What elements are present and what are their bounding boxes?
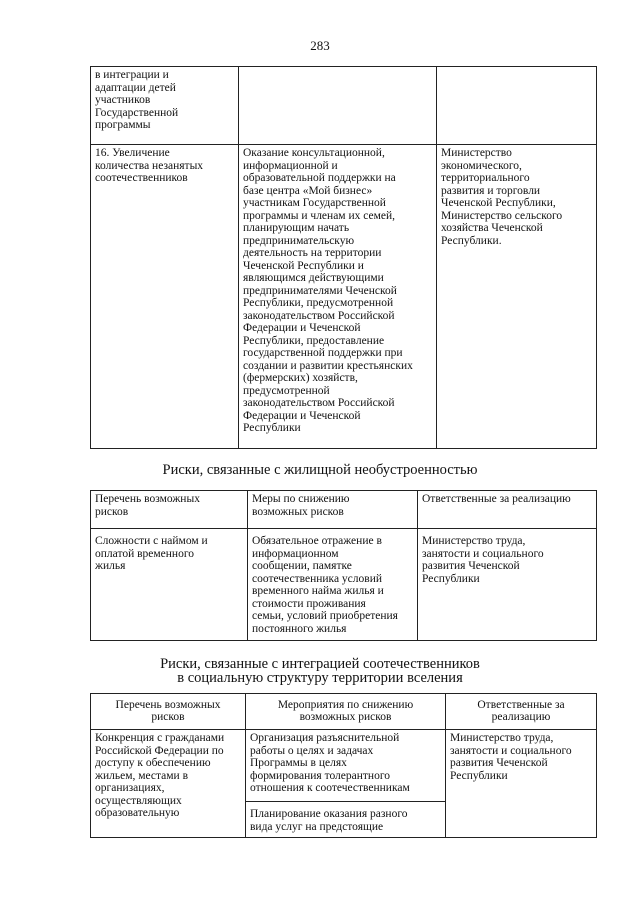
section-heading-integration	[0, 657, 640, 685]
table-cell: Планирование оказания разного вида услуг на предстоящие	[246, 802, 446, 838]
table-cell: в интеграции и адаптации детей участников Государственной программы	[91, 67, 239, 145]
table-cell: Министерство труда, занятости и социального развития Чеченской Республики	[446, 730, 597, 838]
section-heading-line: в социальную структуру территории вселения	[177, 670, 463, 686]
page-number: 283	[310, 38, 330, 53]
column-header: Ответственные за реализацию	[418, 491, 597, 529]
column-header: Ответственные за реализацию	[446, 694, 597, 730]
column-header: Перечень возможных рисков	[91, 694, 246, 730]
table-cell: Министерство экономического, территориального развития и торговли Чеченской Республики, Министерство сельского хозяйства Чеченской Республики.	[437, 145, 597, 449]
table-header-row	[91, 694, 597, 730]
table-cell: Министерство труда, занятости и социального развития Чеченской Республики	[418, 529, 597, 641]
table-row	[91, 67, 597, 145]
table-row	[91, 145, 597, 449]
housing-risks-table	[90, 490, 597, 641]
column-header: Мероприятия по снижению возможных рисков	[246, 694, 446, 730]
section-heading-housing: Риски, связанные с жилищной необустроенностью	[162, 462, 478, 478]
table-cell: Сложности с наймом и оплатой временного жилья	[91, 529, 248, 641]
section-heading-line: Риски, связанные с интеграцией соотечественников	[160, 656, 480, 672]
table-header-row	[91, 491, 597, 529]
table-cell: Организация разъяснительной работы о целях и задачах Программы в целях формирования толерантного отношения к соотечественникам	[246, 730, 446, 802]
table-cell: Обязательное отражение в информационном сообщении, памятке соотечественника условий временного найма жилья и стоимости проживания семьи, условий приобретения постоянного жилья	[248, 529, 418, 641]
table-cell: 16. Увеличение количества незанятых соотечественников	[91, 145, 239, 449]
table-cell	[437, 67, 597, 145]
column-header: Меры по снижению возможных рисков	[248, 491, 418, 529]
table-cell: Оказание консультационной, информационной и образовательной поддержки на базе центра «Мой бизнес» участникам Государственной программы и членам их семей, планирующим начать предпринимательскую деятельность на территории Чеченской Республики и являющимся действующими предпринимателями Чеченской Республики, предусмотренной законодательством Российской Федерации и Чеченской Республики, предоставление государственной поддержки при создании и развитии крестьянских (фермерских) хозяйств, предусмотренной законодательством Российской Федерации и Чеченской Республики	[239, 145, 437, 449]
table-row	[91, 730, 597, 802]
table-row	[91, 529, 597, 641]
table-cell	[239, 67, 437, 145]
table-cell: Конкренция с гражданами Российской Федерации по доступу к обеспечению жильем, местами в организациях, осуществляющих образовательную	[91, 730, 246, 838]
program-measures-table	[90, 66, 597, 449]
integration-risks-table	[90, 693, 597, 838]
column-header: Перечень возможных рисков	[91, 491, 248, 529]
